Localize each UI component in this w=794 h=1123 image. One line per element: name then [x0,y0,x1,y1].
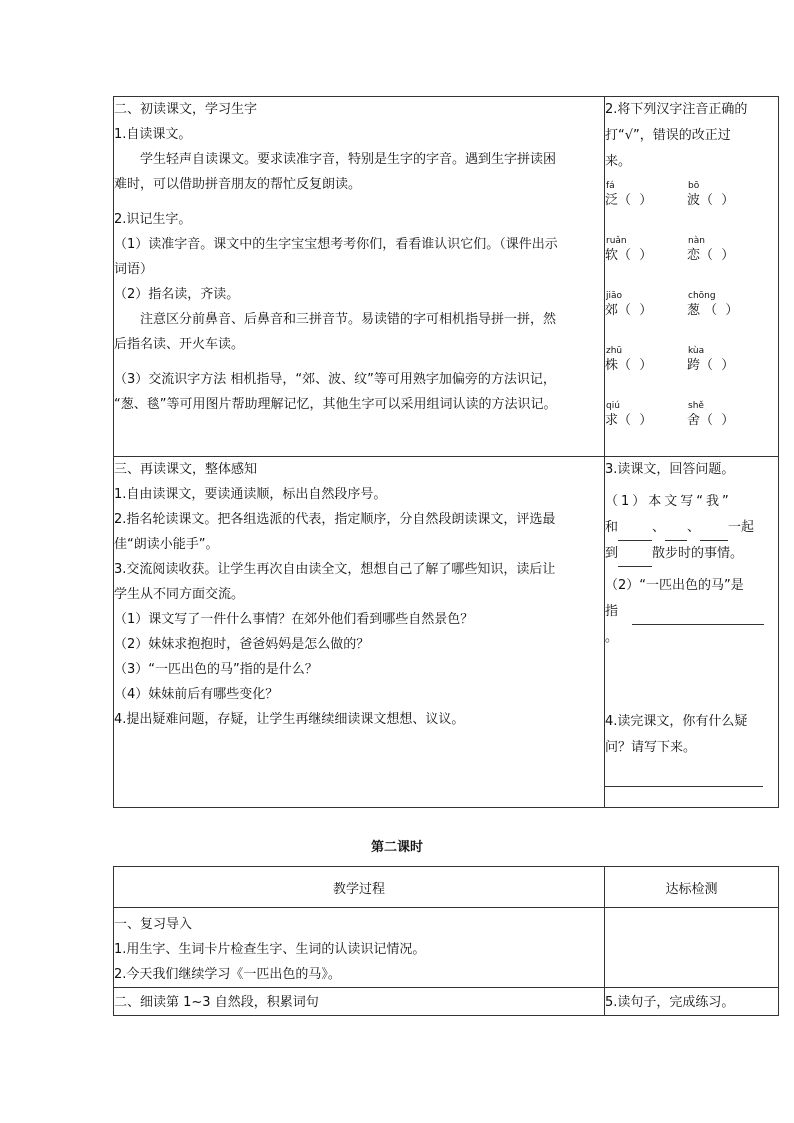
pinyin-item [687,346,769,401]
check3-q4-line [605,761,778,787]
section3-heading: 三、再读课文，整体感知 [114,462,258,477]
section3-q1: （1）课文写了一件什么事情？在郊外他们看到哪些自然景色？ [114,612,474,627]
pinyin-item [605,346,687,401]
section3-q3: （3）“一匹出色的马”指的是什么？ [114,662,318,677]
pinyin-label: fá [606,181,615,191]
pinyin-item [687,291,769,346]
section3-item1: 1.自由读课文，要读通读顺，标出自然段序号。 [114,487,387,502]
check3-q1-c [605,541,778,567]
char-blank[interactable]: 舍（ ） [687,413,735,428]
pinyin-row [605,346,778,401]
pinyin-label: bō [688,181,700,191]
section2-cell [114,97,605,457]
check2-line1: 2.将下列汉字注音正确的 [605,102,748,117]
q1-c-suffix: 散步时的事情。 [652,546,744,561]
section3-item2-a: 2.指名轮读课文。把各组选派的代表，指定顺序，分自然段朗读课文，评选最 [114,512,556,527]
pinyin-row [605,401,778,456]
item2-sub1-a: （1）读准字音。课文中的生字宝宝想考考你们，看看谁认识它们。（课件出示 [114,237,558,252]
section3-item4: 4.提出疑难问题，存疑，让学生再继续细读课文想想、议议。 [114,712,465,727]
review-heading: 一、复习导入 [114,917,193,932]
char-blank[interactable]: 软（ ） [605,248,653,263]
q2-b-prefix: 指 [605,604,619,619]
check3-q1-b [605,515,778,541]
section3-item2-b: 佳“朗读小能手”。 [114,537,219,552]
q1-b-sep1: 、 [652,520,666,535]
item2-sub3-b: “葱、毯”等可用图片帮助理解记忆，其他生字可以采用组词认读的方法识记。 [114,397,557,412]
pinyin-label: zhū [606,346,623,356]
section3-q4: （4）妹妹前后有哪些变化？ [114,687,279,702]
item2-sub1-b: 词语） [114,262,154,277]
check3-cell [605,457,779,808]
check3-title: 3.读课文，回答问题。 [605,462,735,477]
pinyin-item [605,236,687,291]
char-blank[interactable]: 郊（ ） [605,303,653,318]
item2-note-b: 后指名读、开火车读。 [114,337,245,352]
item1-title: 1.自读课文。 [114,127,192,142]
check5-cell [605,988,779,1016]
check3-q2-c: 。 [605,630,619,645]
char-blank[interactable]: 跨（ ） [687,358,735,373]
lesson2-table [113,866,779,1016]
section2-heading: 二、初读课文，学习生字 [114,102,258,117]
review-1: 1.用生字、生词卡片检查生字、生词的认读识记情况。 [114,942,426,957]
col-assessment: 达标检测 [605,867,779,908]
section3-cell [114,457,605,808]
answer-blank[interactable] [605,786,763,787]
pinyin-label: ruǎn [606,236,627,246]
pinyin-item [605,291,687,346]
section2-row [114,97,779,457]
item1-text-b: 难时，可以借助拼音朋友的帮忙反复朗读。 [114,177,362,192]
review-row [114,908,779,988]
pinyin-label: shě [688,401,704,411]
check2-line2: 打“√”，错误的改正过 [605,128,731,143]
detail-heading: 二、细读第 1~3 自然段，积累词句 [114,995,319,1010]
review-check-cell [605,908,779,988]
q1-c-prefix: 到 [605,546,619,561]
pinyin-row [605,291,778,346]
check3-q2-b [605,599,778,625]
item2-title: 2.识记生字。 [114,212,192,227]
detail-cell [114,988,605,1016]
section3-row [114,457,779,808]
item2-sub3-a: （3）交流识字方法 相机指导，“郊、波、纹”等可用熟字加偏旁的方法识记， [114,372,556,387]
pinyin-row [605,236,778,291]
char-blank[interactable]: 求（ ） [605,413,653,428]
check5-text: 5.读句子，完成练习。 [605,995,735,1010]
pinyin-item [605,181,687,236]
pinyin-item [605,401,687,456]
char-blank[interactable]: 葱 （ ） [687,303,739,318]
review-2: 2.今天我们继续学习《一匹出色的马》。 [114,967,341,982]
section3-q2: （2）妹妹求抱抱时，爸爸妈妈是怎么做的？ [114,637,370,652]
pinyin-item [687,236,769,291]
q1-b-sep2: 、 [687,520,701,535]
char-blank[interactable]: 恋（ ） [687,248,735,263]
pinyin-row [605,181,778,236]
col-teaching-process: 教学过程 [114,867,605,908]
section3-item3-b: 学生从不同方面交流。 [114,587,245,602]
pinyin-label: kùa [688,346,705,356]
lesson2-title: 第二课时 [370,840,423,855]
answer-blank[interactable] [618,566,652,567]
pinyin-item [687,401,769,456]
check3-q1-a: （1）本文写“我” [605,494,732,509]
pinyin-item [687,181,769,236]
answer-blank[interactable] [632,624,764,625]
section3-item3-a: 3.交流阅读收获。让学生再次自由读全文，想想自己了解了哪些知识，读后让 [114,562,556,577]
detail-row [114,988,779,1016]
check2-line3: 来。 [605,154,632,169]
pinyin-label: jiāo [606,291,623,301]
item2-sub2: （2）指名读，齐读。 [114,287,240,302]
char-blank[interactable]: 株（ ） [605,358,653,373]
char-blank[interactable]: 波（ ） [687,193,735,208]
q1-b-suffix: 一起 [728,520,755,535]
pinyin-label: qiú [606,401,620,411]
check3-q4-a: 4.读完课文，你有什么疑 [605,714,748,729]
item1-text-a: 学生轻声自读课文。要求读准字音，特别是生字的字音。遇到生字拼读困 [140,152,557,167]
pinyin-label: chōng [688,291,716,301]
char-blank[interactable]: 泛（ ） [605,193,653,208]
pinyin-grid [605,181,778,456]
header-row [114,867,779,908]
check3-q4-b: 问？请写下来。 [605,740,697,755]
check3-q2-a: （2）“一匹出色的马”是 [605,578,744,593]
pinyin-label: nàn [688,236,705,246]
item2-note-a: 注意区分前鼻音、后鼻音和三拼音节。易读错的字可相机指导拼一拼，然 [140,312,557,327]
review-cell [114,908,605,988]
q1-b-prefix: 和 [605,520,619,535]
check2-cell [605,97,779,457]
lesson1-table [113,96,779,808]
